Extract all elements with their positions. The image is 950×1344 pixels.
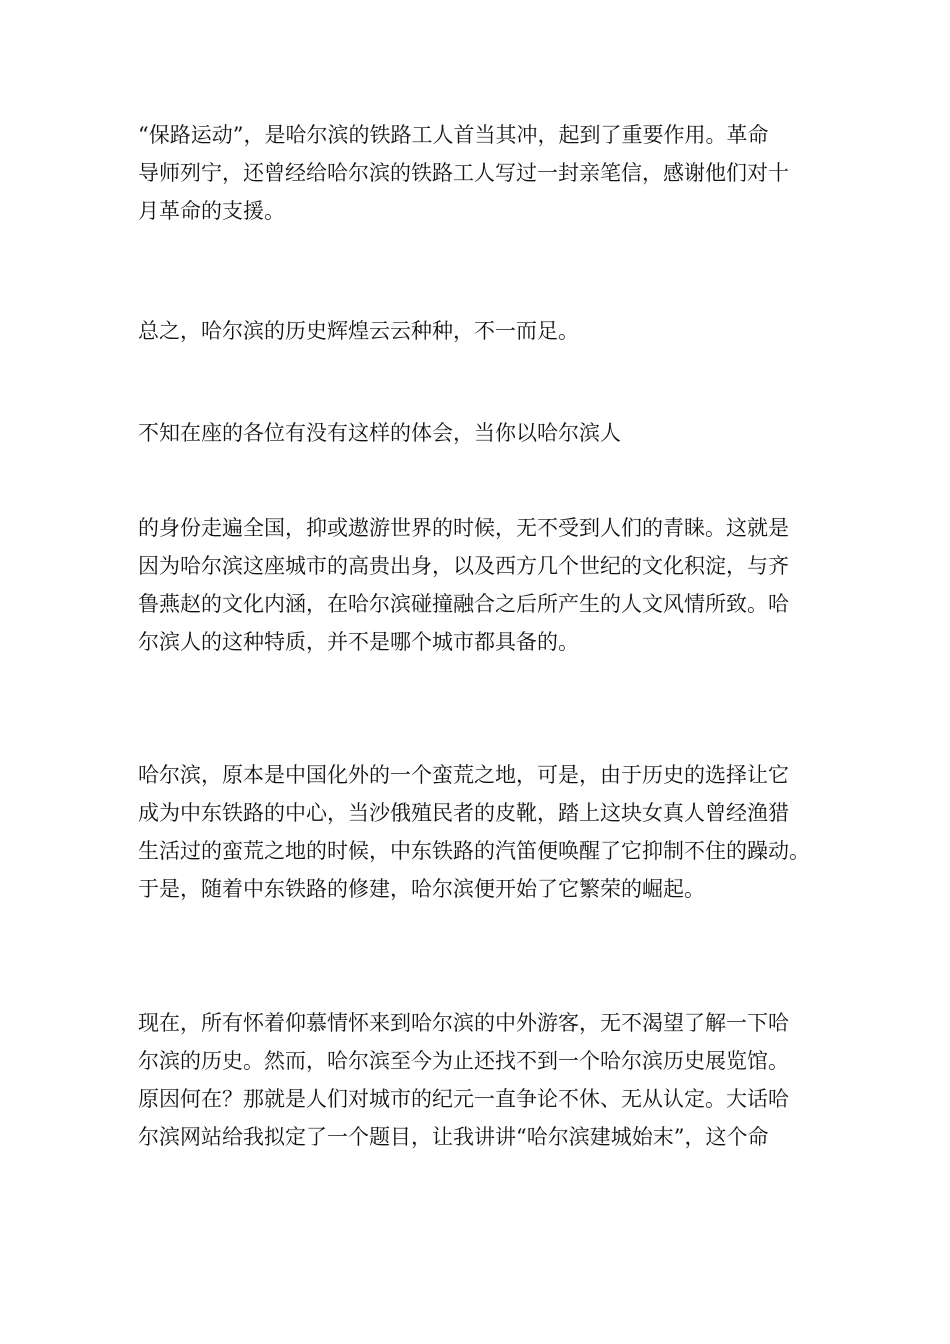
text-line: “保路运动”，是哈尔滨的铁路工人首当其冲，起到了重要作用。革命 — [138, 123, 769, 147]
text-line: 生活过的蛮荒之地的时候，中东铁路的汽笛便唤醒了它抑制不住的躁动。 — [138, 839, 810, 863]
paragraph-present — [138, 1004, 818, 1156]
paragraph-identity — [138, 509, 818, 661]
text-line: 哈尔滨，原本是中国化外的一个蛮荒之地，可是，由于历史的选择让它 — [138, 763, 789, 787]
paragraph-railway-protection — [138, 116, 818, 230]
paragraph-summary — [138, 312, 818, 350]
text-line: 尔滨人的这种特质，并不是哪个城市都具备的。 — [138, 630, 579, 654]
text-line: 导师列宁，还曾经给哈尔滨的铁路工人写过一封亲笔信，感谢他们对十 — [138, 161, 789, 185]
text-line: 成为中东铁路的中心，当沙俄殖民者的皮靴，踏上这块女真人曾经渔猎 — [138, 801, 789, 825]
text-line: 不知在座的各位有没有这样的体会，当你以哈尔滨人 — [138, 421, 621, 445]
text-line: 总之，哈尔滨的历史辉煌云云种种，不一而足。 — [138, 319, 579, 343]
text-line: 现在，所有怀着仰慕情怀来到哈尔滨的中外游客，无不渴望了解一下哈 — [138, 1011, 789, 1035]
paragraph-experience-intro — [138, 414, 818, 452]
text-line: 尔滨的历史。然而，哈尔滨至今为止还找不到一个哈尔滨历史展览馆。 — [138, 1049, 789, 1073]
text-line: 原因何在？那就是人们对城市的纪元一直争论不休、无从认定。大话哈 — [138, 1087, 789, 1111]
text-line: 因为哈尔滨这座城市的高贵出身，以及西方几个世纪的文化积淀，与齐 — [138, 554, 789, 578]
text-line: 月革命的支援。 — [138, 199, 285, 223]
text-line: 的身份走遍全国，抑或遨游世界的时候，无不受到人们的青睐。这就是 — [138, 516, 789, 540]
text-line: 鲁燕赵的文化内涵，在哈尔滨碰撞融合之后所产生的人文风情所致。哈 — [138, 592, 789, 616]
text-line: 于是，随着中东铁路的修建，哈尔滨便开始了它繁荣的崛起。 — [138, 877, 705, 901]
paragraph-history — [138, 756, 818, 908]
text-line: 尔滨网站给我拟定了一个题目，让我讲讲“哈尔滨建城始末”，这个命 — [138, 1125, 769, 1149]
